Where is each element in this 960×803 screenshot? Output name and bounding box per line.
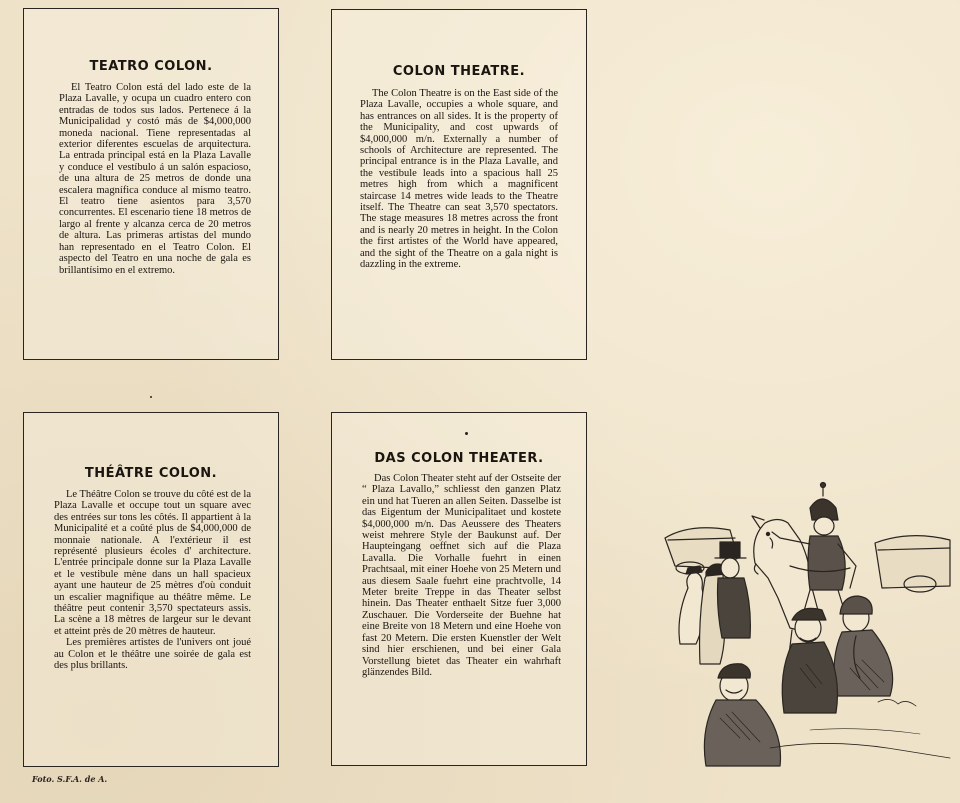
photo-credit: Foto. S.F.A. de A.	[32, 774, 108, 784]
french-text-panel	[23, 412, 279, 767]
english-title: COLON THEATRE.	[392, 64, 526, 79]
english-paragraph: The Colon Theatre is on the East side of the Plaza Lavalle, occupies a whole square, and has entrances on all sides. It is the property of the Municipality, and cost upwards of $4,000,000 m/n. Externally a number of schools of Architecture are represented. The principal entrance is in the Plaza Lavalle, and the vestibule leads into a spacious hall 25 metres high from which a magnificent staircase 14 metres wide leads to the Theatre itself. The Theatre can seat 3,570 spectators. The stage measures 18 metres across the front and is nearly 20 metres in height. In the Colon the first artistes of the World have appeared, and the sight of the Theatre on a gala night is dazzling in the extreme.	[360, 88, 558, 271]
german-text-panel	[331, 412, 587, 766]
spanish-title: TEATRO COLON.	[89, 59, 213, 74]
print-speck	[465, 432, 468, 435]
print-speck	[150, 396, 152, 398]
spanish-text-panel	[23, 8, 279, 360]
english-text-panel	[331, 9, 587, 360]
german-paragraph: Das Colon Theater steht auf der Ostseite der “ Plaza Lavallo,” schliesst den ganzen Platz ein und hat Tueren an allen Seiten. Dasselbe ist das Eigentum der Municipalitaet und kostete $4,000,000 m/n. Das Aeussere des Theaters weist mehrere Style der Baukunst auf. Der Haupteingang oeffnet sich auf die Plaza Lavalla. Die Vorhalle fuehrt in einen Prachtsaal, mit einer Hoehe von 25 Metern und aus diesem Saale fuehrt eine prachtvolle, 14 Meter breite Treppe in das Theater selbst hinein. Das Theater enthaelt Sitze fuer 3,000 Zuschauer. Die Vorderseite der Buehne hat eine Breite von 18 Metern und eine Hoehe von fast 20 Metern. Die ersten Kuenstler der Welt sind hier erschienen, und bei einer Gala Vorstellung bietet das Theater ein wahrhaft glänzendes Bild.	[362, 473, 561, 678]
french-title: THÉÂTRE COLON.	[84, 466, 218, 481]
german-title: DAS COLON THEATER.	[374, 451, 544, 466]
mounted-policeman-crowd-illustration	[660, 468, 952, 768]
french-paragraph-1: Le Théâtre Colon se trouve du côté est de la Plaza Lavalle et occupe tout un square avec des entrées sur tons les côtés. Il appartient à la Municipalité et a coûté plus de $4,000,000 de monnaie nationale. A l'extérieur il est représenté plusieurs écoles d' architecture. L'entrée principale donne sur la Plaza Lavalle et le vestibule mène dans un hall spacieux ayant une hauteur de 25 mètres d'où conduit un escalier magnifique au théâtre même. Le théâtre peut contenir 3,570 spectateurs assis. La scène a 18 mètres de largeur sur le devant et atteint près de 20 mètres de hauteur.	[54, 489, 251, 637]
french-paragraph-2: Les premières artistes de l'univers ont joué au Colon et le théâtre une soirée de gala est des plus brillants.	[54, 637, 251, 672]
spanish-paragraph: El Teatro Colon está del lado este de la Plaza Lavalle, y ocupa un cuadro entero con entradas de todos sus lados. Pertenece á la Municipalidad y costó más de $4,000,000 moneda nacional. Tiene representadas al exterior diferentes escuelas de arquitectura. La entrada principal está en la Plaza Lavalle y conduce el vestíbulo á un salón espacioso, de una altura de 25 metros de donde una escalera magnífica conduce al mismo teatro. El teatro tiene asientos para 3,570 concurrentes. El escenario tiene 18 metros de largo al frente y alcanza cerca de 20 metros de altura. Las primeras artistas del mundo han representado en el Teatro Colon. El aspecto del Teatro en una noche de gala es brillantísimo en el extremo.	[59, 82, 251, 276]
